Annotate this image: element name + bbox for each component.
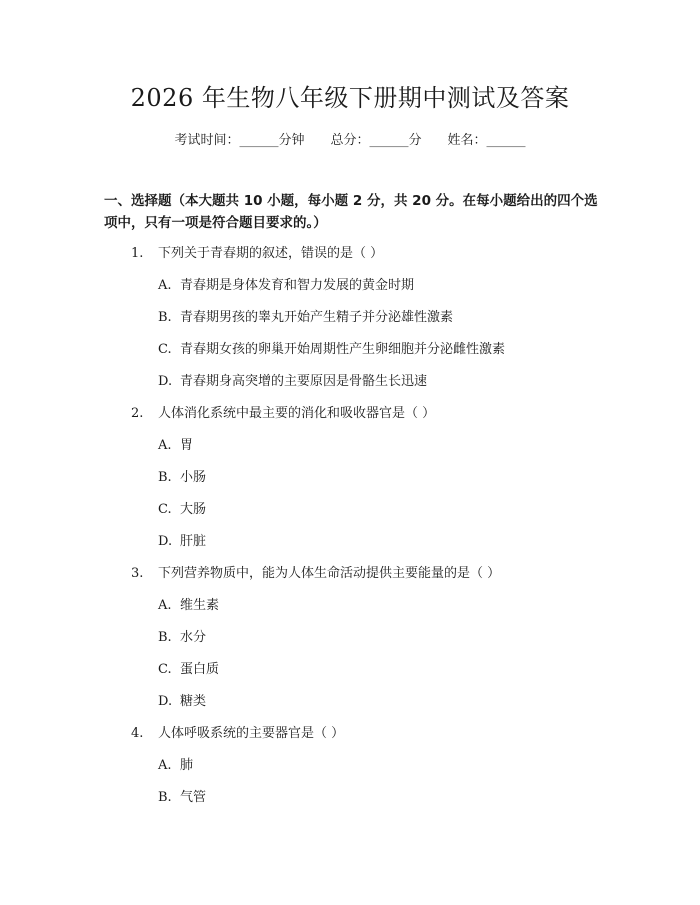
score-blank: ______ — [369, 133, 409, 148]
question-text: 人体消化系统中最主要的消化和吸收器官是（ ） — [158, 406, 436, 421]
option-text: 青春期是身体发育和智力发展的黄金时期 — [180, 278, 415, 293]
option-letter: A. — [158, 278, 172, 293]
question-number: 1. — [131, 246, 144, 261]
option-letter: B. — [158, 310, 172, 325]
option-text: 青春期女孩的卵巢开始周期性产生卵细胞并分泌雌性激素 — [180, 342, 506, 357]
option-text: 大肠 — [180, 502, 207, 517]
option-text: 肝脏 — [180, 534, 207, 549]
option-letter: D. — [158, 534, 173, 549]
option-letter: D. — [158, 374, 173, 389]
section-heading-line2: 项中，只有一项是符合题目要求的。） — [104, 215, 327, 231]
option-text: 肺 — [180, 758, 194, 773]
option-letter: A. — [158, 758, 172, 773]
option-text: 糖类 — [180, 694, 207, 709]
option-letter: D. — [158, 694, 173, 709]
score-label: 总分： — [330, 133, 370, 148]
option-letter: C. — [158, 662, 172, 677]
option-letter: A. — [158, 598, 172, 613]
option-letter: C. — [158, 502, 172, 517]
question-number: 2. — [131, 406, 144, 421]
section-heading-line1: 一、选择题（本大题共 10 小题，每小题 2 分，共 20 分。在每小题给出的四个选 — [104, 193, 598, 209]
time-blank: ______ — [239, 133, 279, 148]
option-letter: C. — [158, 342, 172, 357]
exam-info-line — [0, 131, 700, 151]
question-number: 3. — [131, 566, 144, 581]
option-text: 青春期男孩的睾丸开始产生精子并分泌雄性激素 — [180, 310, 454, 325]
option-text: 胃 — [180, 438, 194, 453]
question-number: 4. — [131, 726, 144, 741]
option-text: 蛋白质 — [180, 662, 220, 677]
page-title: 2026 年生物八年级下册期中测试及答案 — [130, 84, 570, 112]
option-letter: A. — [158, 438, 172, 453]
option-text: 小肠 — [180, 470, 207, 485]
question-text: 人体呼吸系统的主要器官是（ ） — [158, 726, 345, 741]
option-letter: B. — [158, 470, 172, 485]
option-letter: B. — [158, 790, 172, 805]
option-letter: B. — [158, 630, 172, 645]
option-text: 青春期身高突增的主要原因是骨骼生长迅速 — [180, 374, 428, 389]
time-unit: 分钟 — [278, 133, 305, 148]
option-text: 气管 — [180, 790, 207, 805]
time-label: 考试时间： — [174, 133, 240, 148]
name-label: 姓名： — [447, 133, 487, 148]
question-text: 下列营养物质中，能为人体生命活动提供主要能量的是（ ） — [158, 566, 501, 581]
section-heading — [104, 190, 604, 234]
question-text: 下列关于青春期的叙述，错误的是（ ） — [158, 246, 384, 261]
option-text: 水分 — [180, 630, 207, 645]
score-unit: 分 — [408, 133, 422, 148]
option-text: 维生素 — [180, 598, 220, 613]
name-blank: ______ — [486, 133, 526, 148]
